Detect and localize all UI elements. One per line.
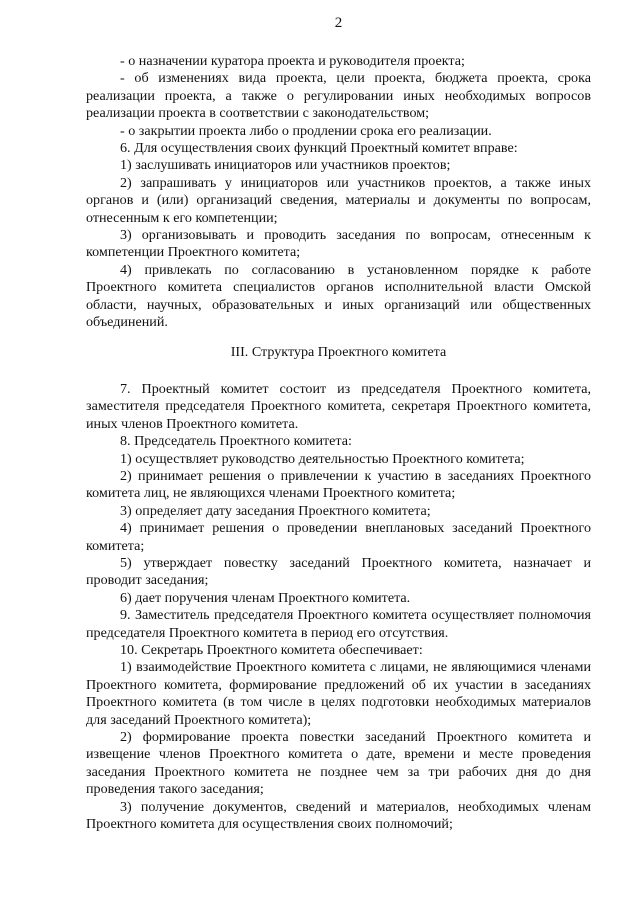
paragraph-item-7: 7. Проектный комитет состоит из председателя Проектного комитета, заместителя председателя Проектного комитета, секретаря Проектного комитета, иных членов Проектного комитета. — [86, 380, 591, 432]
paragraph-item-6-2: 2) запрашивать у инициаторов или участников проектов, а также иных органов и (или) организаций сведения, материалы и документы по вопросам, отнесенным к его компетенции; — [86, 174, 591, 226]
paragraph-item-6-4: 4) привлекать по согласованию в установленном порядке к работе Проектного комитета специалистов органов исполнительной власти Омской области, научных, образовательных и иных организаций или общественных объединений. — [86, 261, 591, 331]
paragraph-item-10-1: 1) взаимодействие Проектного комитета с лицами, не являющимися членами Проектного комитета, формирование предложений об их участии в заседаниях Проектного комитета (в том числе в целях подготовки необходимых материалов для заседаний Проектного комитета); — [86, 659, 591, 728]
paragraph-item-8-2: 2) принимает решения о привлечении к участию в заседаниях Проектного комитета лиц, не являющихся членами Проектного комитета; — [86, 467, 591, 502]
paragraph-item-10-3: 3) получение документов, сведений и материалов, необходимых членам Проектного комитета для осуществления своих полномочий; — [86, 798, 591, 833]
section-heading: III. Структура Проектного комитета — [230, 343, 447, 360]
paragraph-project-closing: - о закрытии проекта либо о продлении срока его реализации. — [120, 122, 492, 139]
document-page — [86, 14, 591, 833]
top-paragraphs — [86, 53, 591, 332]
paragraph-project-changes: - об изменениях вида проекта, цели проекта, бюджета проекта, срока реализации проекта, а также о регулировании иных необходимых вопросов реализации проекта в соответствии с законодательством; — [86, 70, 591, 122]
paragraph-item-6-1: 1) заслушивать инициаторов или участников проектов; — [120, 157, 451, 174]
paragraph-item-6-3: 3) организовывать и проводить заседания по вопросам, отнесенным к компетенции Проектного комитета; — [86, 227, 591, 261]
paragraph-item-6: 6. Для осуществления своих функций Проектный комитет вправе: — [120, 140, 518, 157]
paragraph-item-10-2: 2) формирование проекта повестки заседаний Проектного комитета и извещение членов Проектного комитета о дате, времени и месте проведения заседания Проектного комитета не позднее чем за три рабочих дня до дня проведения такого заседания; — [86, 729, 591, 798]
paragraph-item-8-4: 4) принимает решения о проведении внеплановых заседаний Проектного комитета; — [86, 520, 591, 554]
paragraph-item-9: 9. Заместитель председателя Проектного комитета осуществляет полномочия председателя Проектного комитета в период его отсутствия. — [86, 607, 591, 641]
paragraph-item-10: 10. Секретарь Проектного комитета обеспечивает: — [120, 642, 423, 658]
paragraph-item-8-5: 5) утверждает повестку заседаний Проектного комитета, назначает и проводит заседания; — [86, 554, 591, 589]
paragraph-curator: - о назначении куратора проекта и руководителя проекта; — [120, 53, 465, 69]
paragraph-item-8-1: 1) осуществляет руководство деятельностью Проектного комитета; — [120, 450, 525, 467]
paragraph-item-8-6: 6) дает поручения членам Проектного комитета. — [120, 589, 411, 606]
paragraph-item-8-3: 3) определяет дату заседания Проектного комитета; — [120, 502, 431, 519]
section-paragraphs — [86, 381, 591, 834]
paragraph-item-8: 8. Председатель Проектного комитета: — [120, 433, 352, 450]
page-number: 2 — [334, 15, 343, 31]
